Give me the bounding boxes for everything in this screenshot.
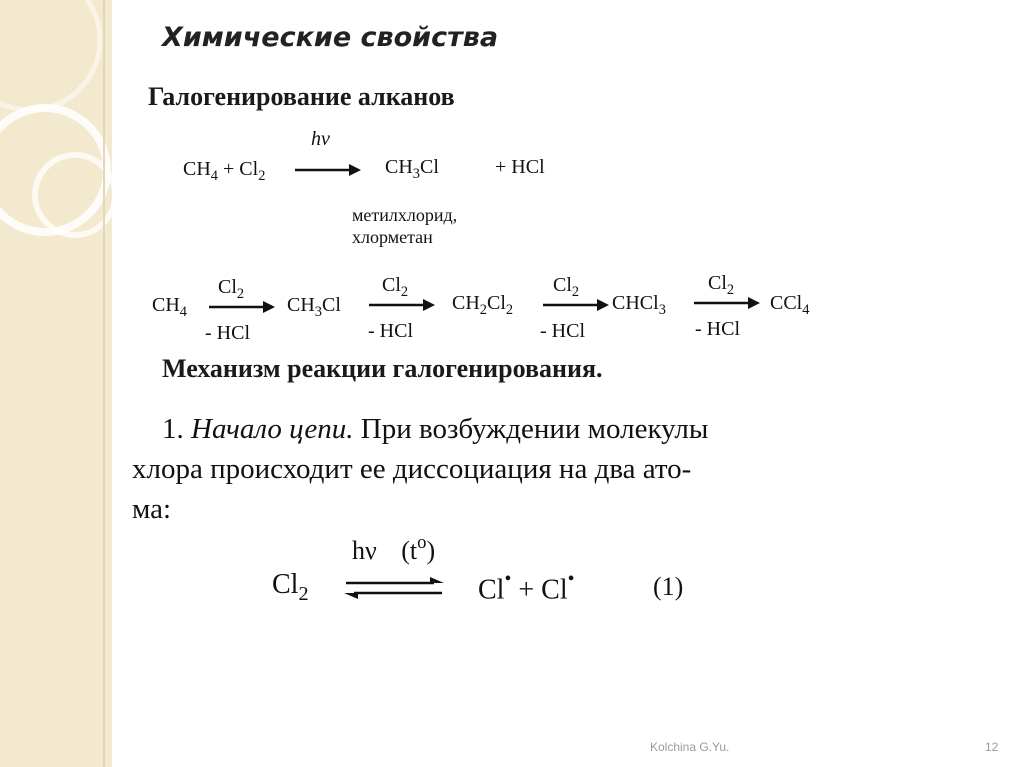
reaction2-plus: + [518,574,535,606]
product-name-line2: хлорметан [352,227,433,247]
chain-step-ccl4: CCl$_4$ [770,292,810,319]
product-name [352,204,457,248]
section-heading-mechanism: Механизм реакции галогенирования. [162,354,603,383]
product-ch3cl-subscript: 3 [412,166,420,183]
page-number: 12 [985,740,999,754]
chain-byproduct-1: - HCl [205,322,250,344]
reaction1-reactants [183,158,265,185]
product-name-line1: метилхлорид, [352,205,458,225]
chain-arrow-4-icon [692,296,762,310]
reaction2-condition [352,532,435,566]
decorative-side-band [0,0,112,767]
reactant-ch4-subscript: 4 [210,168,218,185]
chain-step-ch2cl2: $CH_2Cl_2$ [452,292,514,319]
reactant-ch4: CH [183,158,211,180]
reaction1-product [385,156,439,183]
chain-reagent-2: $Cl_2$ [382,274,409,301]
footer-author: Kolchina G.Yu. [650,740,730,754]
product-cl-radical-2: Cl [541,574,568,606]
chain-reagent-1: $Cl_2$ [218,276,245,303]
decorative-circles [0,0,112,767]
reaction2-number: (1) [653,572,684,601]
reaction2-reactant: $Cl_2$ [272,569,309,606]
reactant-cl2: + Cl [223,158,259,180]
paragraph-number: 1. [162,413,184,445]
reaction1-byproduct: + HCl [495,156,545,178]
paragraph-line1 [132,409,708,449]
reaction2-condition-hv: hν [352,536,377,566]
chain-step-ch3cl: $CH_3Cl$ [287,294,341,321]
chain-arrow-2-icon [367,298,437,312]
product-ch3cl: CH [385,156,413,178]
chain-step-ch4: $CH_4$ [152,294,187,321]
chain-arrow-3-icon [541,298,611,312]
reaction2-products [478,569,574,607]
product-cl-radical-1: Cl [478,574,505,606]
chain-byproduct-4: - HCl [695,318,740,340]
paragraph-line1-rest: При возбуждении молекулы [360,413,709,445]
slide-title: Химические свойства [162,22,499,53]
chain-byproduct-3: - HCl [540,320,585,342]
radical-dot-2: • [567,569,575,590]
reaction1-arrow-icon [293,163,363,177]
chain-step-chcl3: CHCl$_3$ [612,292,666,319]
chain-reagent-4: $Cl_2$ [708,272,735,299]
section-heading-halogenation: Галогенирование алканов [148,82,455,111]
paragraph-line2: хлора происходит ее диссоциация на два ато- [132,453,692,485]
reactant-cl2-subscript: 2 [258,168,266,185]
paragraph-term: Начало цепи. [191,413,354,445]
product-ch3cl-rest: Cl [420,156,439,178]
paragraph-chain-start [132,409,708,529]
reaction1-condition: hν [311,128,330,150]
paragraph-line3: ма: [132,493,172,525]
reaction2-condition-temp: $(t^o)$ [401,532,436,566]
radical-dot-1: • [504,569,512,590]
chain-arrow-1-icon [207,300,277,314]
chain-byproduct-2: - HCl [368,320,413,342]
chain-reagent-3: $Cl_2$ [553,274,580,301]
equilibrium-arrows-icon [344,577,444,599]
